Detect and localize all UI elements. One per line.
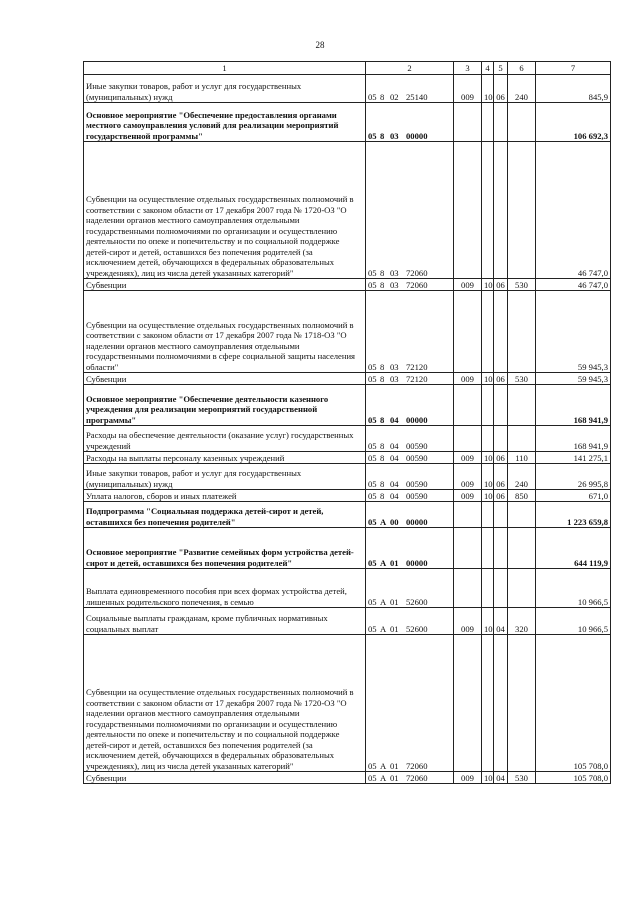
row-ministry-code <box>454 426 482 452</box>
row-expense-type <box>508 635 536 772</box>
row-code <box>366 426 454 452</box>
code-part: 8 <box>380 478 385 489</box>
row-amount: 10 966,5 <box>536 569 611 608</box>
table-row <box>84 385 611 426</box>
row-expense-type: 530 <box>508 772 536 784</box>
row-subsection-code: 04 <box>494 772 508 784</box>
code-part: 03 <box>390 279 399 290</box>
code-part: 72060 <box>406 267 428 278</box>
table-row <box>84 291 611 373</box>
row-name: Выплата единовременного пособия при всех формах устройства детей, лишенных родительского попечения, в семью <box>84 569 366 608</box>
code-part: А <box>380 623 387 634</box>
row-code <box>366 635 454 772</box>
code-part: 05 <box>368 414 377 425</box>
table-row <box>84 608 611 635</box>
row-code <box>366 452 454 464</box>
row-section-code: 10 <box>482 373 494 385</box>
row-amount: 46 747,0 <box>536 279 611 291</box>
table-row <box>84 373 611 385</box>
code-part: 04 <box>390 414 399 425</box>
row-amount: 59 945,3 <box>536 291 611 373</box>
code-part: А <box>380 516 387 527</box>
row-amount: 1 223 659,8 <box>536 502 611 528</box>
column-header: 7 <box>536 62 611 75</box>
column-header: 5 <box>494 62 508 75</box>
row-ministry-code: 009 <box>454 464 482 490</box>
row-code <box>366 373 454 385</box>
row-subsection-code <box>494 426 508 452</box>
row-amount: 845,9 <box>536 75 611 103</box>
code-part: 8 <box>380 490 385 501</box>
row-section-code: 10 <box>482 772 494 784</box>
row-expense-type: 110 <box>508 452 536 464</box>
row-expense-type <box>508 426 536 452</box>
row-subsection-code: 06 <box>494 490 508 502</box>
table-header-row <box>84 62 611 75</box>
row-ministry-code: 009 <box>454 373 482 385</box>
row-code <box>366 279 454 291</box>
code-part: 00590 <box>406 478 428 489</box>
row-name: Расходы на обеспечение деятельности (оказание услуг) государственных учреждений <box>84 426 366 452</box>
row-subsection-code <box>494 635 508 772</box>
row-amount: 59 945,3 <box>536 373 611 385</box>
row-code <box>366 502 454 528</box>
table-row <box>84 772 611 784</box>
code-part: А <box>380 760 387 771</box>
row-expense-type: 530 <box>508 279 536 291</box>
code-part: 00590 <box>406 440 428 451</box>
code-part: 00 <box>390 516 399 527</box>
row-subsection-code <box>494 569 508 608</box>
code-part: 00000 <box>406 516 428 527</box>
row-amount: 26 995,8 <box>536 464 611 490</box>
row-subsection-code: 04 <box>494 608 508 635</box>
row-ministry-code <box>454 103 482 142</box>
code-part: 05 <box>368 596 377 607</box>
row-ministry-code: 009 <box>454 279 482 291</box>
code-part: 8 <box>380 452 385 463</box>
row-amount: 46 747,0 <box>536 142 611 279</box>
code-part: А <box>380 772 387 783</box>
row-code <box>366 103 454 142</box>
table-row <box>84 490 611 502</box>
table-row <box>84 103 611 142</box>
code-part: 00590 <box>406 490 428 501</box>
code-part: 72060 <box>406 772 428 783</box>
row-subsection-code: 06 <box>494 75 508 103</box>
code-part: 00000 <box>406 557 428 568</box>
row-name: Социальные выплаты гражданам, кроме публичных нормативных социальных выплат <box>84 608 366 635</box>
column-header: 2 <box>366 62 454 75</box>
row-section-code: 10 <box>482 490 494 502</box>
code-part: 8 <box>380 440 385 451</box>
budget-table <box>83 61 611 784</box>
code-part: 01 <box>390 772 399 783</box>
row-ministry-code: 009 <box>454 772 482 784</box>
row-ministry-code <box>454 385 482 426</box>
code-part: 04 <box>390 452 399 463</box>
table-row <box>84 502 611 528</box>
code-part: 01 <box>390 760 399 771</box>
column-header: 4 <box>482 62 494 75</box>
code-part: 8 <box>380 361 385 372</box>
table-row <box>84 528 611 569</box>
code-part: 04 <box>390 478 399 489</box>
code-part: 8 <box>380 373 385 384</box>
code-part: 05 <box>368 130 377 141</box>
row-ministry-code: 009 <box>454 452 482 464</box>
row-section-code <box>482 142 494 279</box>
code-part: 03 <box>390 130 399 141</box>
row-amount: 105 708,0 <box>536 772 611 784</box>
table-row <box>84 426 611 452</box>
row-code <box>366 464 454 490</box>
row-expense-type: 320 <box>508 608 536 635</box>
row-section-code: 10 <box>482 279 494 291</box>
table-row <box>84 142 611 279</box>
code-part: 00000 <box>406 414 428 425</box>
row-expense-type <box>508 569 536 608</box>
code-part: 00590 <box>406 452 428 463</box>
code-part: 05 <box>368 516 377 527</box>
code-part: 52600 <box>406 623 428 634</box>
row-expense-type <box>508 528 536 569</box>
code-part: 05 <box>368 478 377 489</box>
page-number: 28 <box>315 40 325 50</box>
code-part: 72120 <box>406 361 428 372</box>
row-code <box>366 142 454 279</box>
code-part: А <box>380 557 387 568</box>
row-section-code <box>482 502 494 528</box>
row-expense-type <box>508 502 536 528</box>
table-row <box>84 452 611 464</box>
row-code <box>366 490 454 502</box>
row-section-code: 10 <box>482 75 494 103</box>
code-part: 8 <box>380 414 385 425</box>
row-section-code: 10 <box>482 608 494 635</box>
code-part: 05 <box>368 623 377 634</box>
code-part: 01 <box>390 623 399 634</box>
row-name: Уплата налогов, сборов и иных платежей <box>84 490 366 502</box>
code-part: 8 <box>380 279 385 290</box>
row-ministry-code <box>454 142 482 279</box>
row-expense-type <box>508 103 536 142</box>
row-amount: 10 966,5 <box>536 608 611 635</box>
row-expense-type <box>508 291 536 373</box>
row-subsection-code: 06 <box>494 464 508 490</box>
code-part: 03 <box>390 373 399 384</box>
row-name: Субвенции на осуществление отдельных государственных полномочий в соответствии с законом области от 17 декабря 2007 года № 1720-ОЗ "О наделении органов местного самоуправления отдельными государственными полномочиями по организации и осуществлению деятельности по опеке и попечительству и по социальной поддержке детей-сирот и детей, оставшихся без попечения родителей (за исключением детей, обучающихся в федеральных образовательных учреждениях), лиц из числа детей указанных категорий" <box>84 635 366 772</box>
code-part: 72060 <box>406 760 428 771</box>
row-code <box>366 608 454 635</box>
code-part: 25140 <box>406 91 428 102</box>
row-ministry-code <box>454 502 482 528</box>
row-ministry-code <box>454 569 482 608</box>
row-name: Субвенции <box>84 279 366 291</box>
row-expense-type: 240 <box>508 464 536 490</box>
row-name: Субвенции <box>84 373 366 385</box>
row-ministry-code: 009 <box>454 75 482 103</box>
row-amount: 168 941,9 <box>536 385 611 426</box>
row-ministry-code <box>454 528 482 569</box>
code-part: 72060 <box>406 279 428 290</box>
row-subsection-code <box>494 142 508 279</box>
code-part: 05 <box>368 772 377 783</box>
code-part: 05 <box>368 557 377 568</box>
row-name: Основное мероприятие "Обеспечение предоставления органами местного самоуправления условий для реализации мероприятий государственной программы" <box>84 103 366 142</box>
row-subsection-code: 06 <box>494 452 508 464</box>
code-part: 03 <box>390 361 399 372</box>
code-part: 05 <box>368 490 377 501</box>
code-part: 05 <box>368 452 377 463</box>
row-name: Основное мероприятие "Развитие семейных форм устройства детей-сирот и детей, оставшихся без попечения родителей" <box>84 528 366 569</box>
row-expense-type <box>508 385 536 426</box>
row-name: Иные закупки товаров, работ и услуг для государственных (муниципальных) нужд <box>84 75 366 103</box>
code-part: 05 <box>368 373 377 384</box>
row-section-code <box>482 569 494 608</box>
code-part: 52600 <box>406 596 428 607</box>
row-subsection-code: 06 <box>494 373 508 385</box>
row-name: Подпрограмма "Социальная поддержка детей-сирот и детей, оставшихся без попечения родителей" <box>84 502 366 528</box>
row-code <box>366 385 454 426</box>
row-subsection-code <box>494 291 508 373</box>
row-subsection-code <box>494 502 508 528</box>
row-amount: 141 275,1 <box>536 452 611 464</box>
row-subsection-code <box>494 385 508 426</box>
column-header: 1 <box>84 62 366 75</box>
row-code <box>366 528 454 569</box>
code-part: А <box>380 596 387 607</box>
row-expense-type: 850 <box>508 490 536 502</box>
row-ministry-code: 009 <box>454 608 482 635</box>
code-part: 8 <box>380 130 385 141</box>
code-part: 05 <box>368 361 377 372</box>
column-header: 6 <box>508 62 536 75</box>
row-section-code: 10 <box>482 464 494 490</box>
table-row <box>84 75 611 103</box>
code-part: 04 <box>390 490 399 501</box>
code-part: 8 <box>380 91 385 102</box>
code-part: 05 <box>368 91 377 102</box>
table-row <box>84 279 611 291</box>
row-name: Иные закупки товаров, работ и услуг для государственных (муниципальных) нужд <box>84 464 366 490</box>
code-part: 72120 <box>406 373 428 384</box>
table-row <box>84 464 611 490</box>
row-amount: 671,0 <box>536 490 611 502</box>
row-expense-type: 240 <box>508 75 536 103</box>
row-amount: 644 119,9 <box>536 528 611 569</box>
row-subsection-code <box>494 103 508 142</box>
code-part: 05 <box>368 440 377 451</box>
row-subsection-code: 06 <box>494 279 508 291</box>
row-ministry-code: 009 <box>454 490 482 502</box>
row-code <box>366 772 454 784</box>
row-code <box>366 75 454 103</box>
row-code <box>366 291 454 373</box>
row-section-code <box>482 635 494 772</box>
row-ministry-code <box>454 291 482 373</box>
table-row <box>84 569 611 608</box>
row-code <box>366 569 454 608</box>
row-expense-type: 530 <box>508 373 536 385</box>
row-subsection-code <box>494 528 508 569</box>
row-name: Субвенции <box>84 772 366 784</box>
row-amount: 105 708,0 <box>536 635 611 772</box>
row-expense-type <box>508 142 536 279</box>
row-amount: 168 941,9 <box>536 426 611 452</box>
column-header: 3 <box>454 62 482 75</box>
table-row <box>84 635 611 772</box>
row-amount: 106 692,3 <box>536 103 611 142</box>
row-name: Субвенции на осуществление отдельных государственных полномочий в соответствии с законом области от 17 декабря 2007 года № 1718-ОЗ "О наделении органов местного самоуправления отдельными государственными полномочиями в сфере социальной защиты населения области" <box>84 291 366 373</box>
code-part: 04 <box>390 440 399 451</box>
row-section-code <box>482 291 494 373</box>
row-section-code: 10 <box>482 452 494 464</box>
row-name: Расходы на выплаты персоналу казенных учреждений <box>84 452 366 464</box>
row-section-code <box>482 103 494 142</box>
code-part: 03 <box>390 267 399 278</box>
code-part: 05 <box>368 760 377 771</box>
code-part: 8 <box>380 267 385 278</box>
code-part: 01 <box>390 596 399 607</box>
code-part: 02 <box>390 91 399 102</box>
row-section-code <box>482 385 494 426</box>
row-name: Основное мероприятие "Обеспечение деятельности казенного учреждения для реализации мероприятий государственной программы" <box>84 385 366 426</box>
code-part: 00000 <box>406 130 428 141</box>
row-section-code <box>482 528 494 569</box>
row-name: Субвенции на осуществление отдельных государственных полномочий в соответствии с законом области от 17 декабря 2007 года № 1720-ОЗ "О наделении органов местного самоуправления отдельными государственными полномочиями по организации и осуществлению деятельности по опеке и попечительству и по социальной поддержке детей-сирот и детей, оставшихся без попечения родителей (за исключением детей, обучающихся в федеральных образовательных учреждениях), лиц из числа детей указанных категорий" <box>84 142 366 279</box>
row-ministry-code <box>454 635 482 772</box>
row-section-code <box>482 426 494 452</box>
code-part: 01 <box>390 557 399 568</box>
code-part: 05 <box>368 279 377 290</box>
code-part: 05 <box>368 267 377 278</box>
